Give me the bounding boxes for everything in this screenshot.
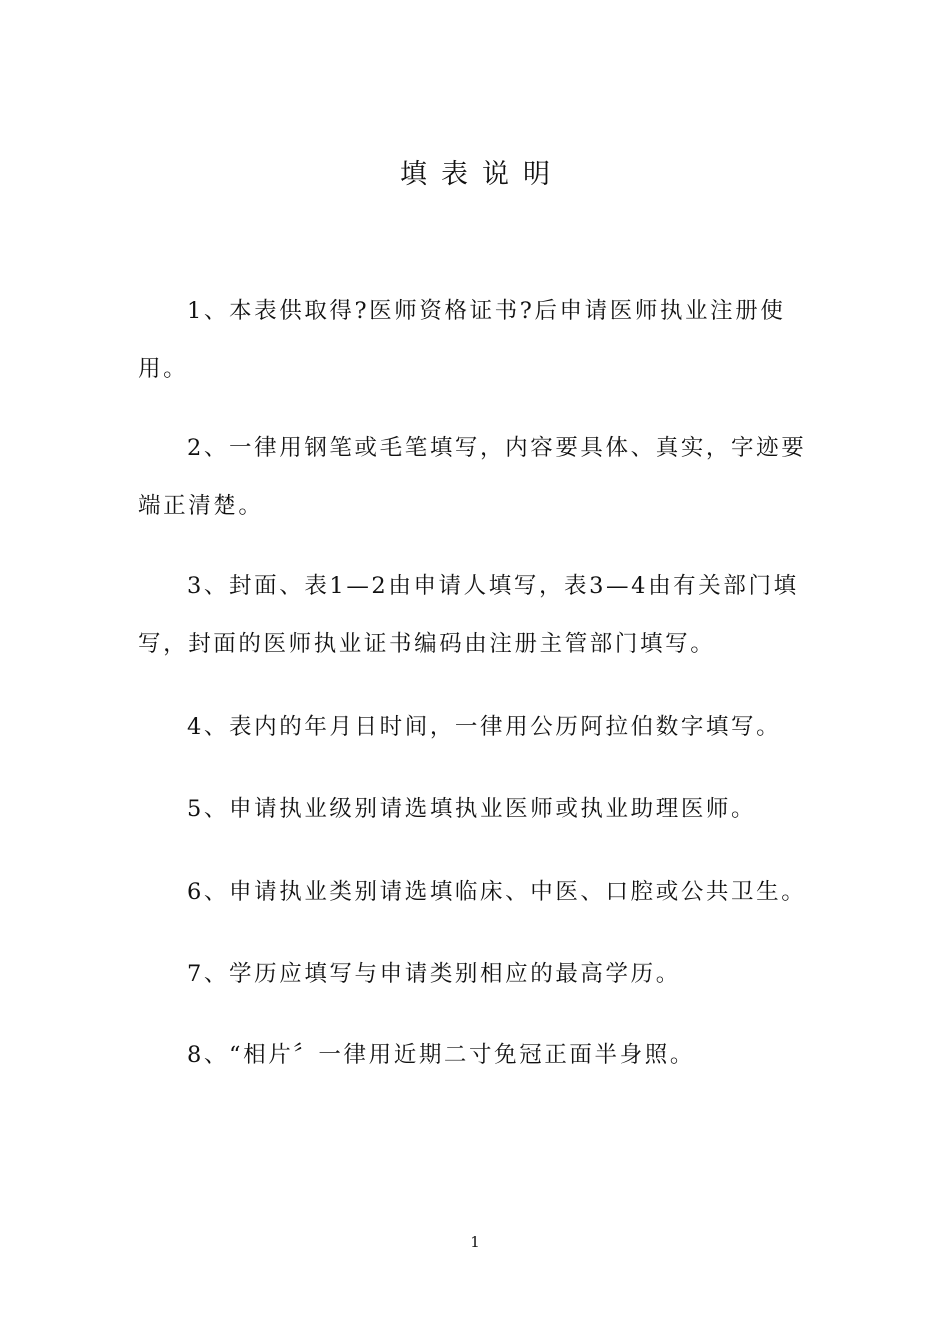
instruction-item-6: 6、申请执业类别请选填临床、中医、口腔或公共卫生。 xyxy=(187,879,807,905)
instruction-item-2: 2、一律用钢笔或毛笔填写，内容要具体、真实，字迹要端正清楚。 xyxy=(138,435,807,519)
instruction-item-1: 1、本表供取得?医师资格证书?后申请医师执业注册使用。 xyxy=(138,298,786,382)
instruction-item-8: 8、“相片〞一律用近期二寸免冠正面半身照。 xyxy=(187,1042,695,1068)
instruction-item-5: 5、申请执业级别请选填执业医师或执业助理医师。 xyxy=(187,796,757,822)
instruction-item-7: 7、学历应填写与申请类别相应的最高学历。 xyxy=(187,961,681,987)
instruction-item-4: 4、表内的年月日时间，一律用公历阿拉伯数字填写。 xyxy=(187,714,782,740)
page-number: 1 xyxy=(470,1233,480,1251)
instruction-item-3: 3、封面、表1—2由申请人填写，表3—4由有关部门填写，封面的医师执业证书编码由注册主管部门填写。 xyxy=(138,573,799,657)
page-title: 填表说明 xyxy=(400,159,564,190)
